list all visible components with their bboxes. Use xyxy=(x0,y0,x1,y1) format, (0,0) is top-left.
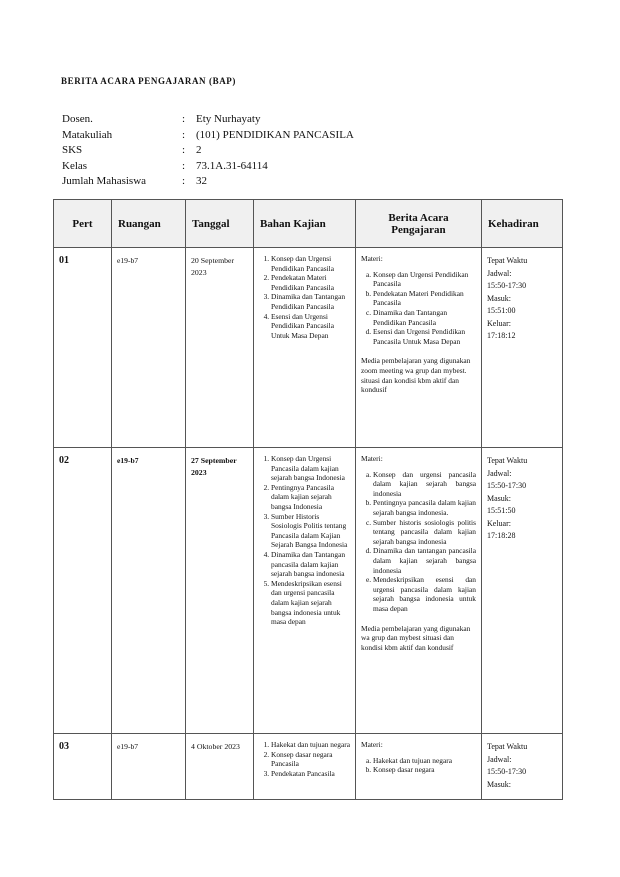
header-berita-acara: Berita Acara Pengajaran xyxy=(356,200,482,248)
hadir-masuk: 15:51:00 xyxy=(487,306,516,315)
header-bahan-kajian: Bahan Kajian xyxy=(254,200,356,248)
info-colon: : xyxy=(182,144,186,157)
list-item: 3. Pendekatan Pancasila xyxy=(271,769,350,779)
cell-bahan-kajian xyxy=(254,448,356,734)
table-row xyxy=(54,248,563,448)
cell-pert: 01 xyxy=(54,248,112,448)
hadir-masuk-label: Masuk: xyxy=(487,779,511,789)
cell-bahan-kajian xyxy=(254,248,356,448)
list-item: 2. Pentingnya Pancasila dalam kajian sejarah bangsa Indonesia xyxy=(271,483,350,512)
cell-tanggal: 27 September 2023 xyxy=(186,448,254,734)
list-item: a. Konsep dan urgensi pancasila dalam kajian sejarah bangsa indonesia xyxy=(373,470,476,499)
list-item: c. Sumber historis sosiologis politis tentang pancasila dalam kajian sejarah bangsa indonesia xyxy=(373,518,476,547)
hadir-jadwal-label: Jadwal: xyxy=(487,268,512,278)
table-row xyxy=(54,734,563,800)
cell-ruangan: e19-b7 xyxy=(112,734,186,800)
list-item: a. Konsep dan Urgensi Pendidikan Pancasila xyxy=(373,270,476,289)
hadir-jadwal-label: Jadwal: xyxy=(487,468,512,478)
materi-label: Materi: xyxy=(361,454,383,463)
hadir-jadwal: 15:50-17:30 xyxy=(487,767,527,776)
list-item: 3. Dinamika dan Tantangan Pendidikan Pancasila xyxy=(271,292,350,311)
cell-ruangan: e19-b7 xyxy=(112,448,186,734)
info-colon: : xyxy=(182,113,186,125)
list-item: 1. Konsep dan Urgensi Pancasila dalam kajian sejarah bangsa Indonesia xyxy=(271,454,350,483)
media-note: Media pembelajaran yang digunakan zoom meeting wa grup dan mybest. situasi dan kondisi kbm aktif dan kondusif xyxy=(361,356,471,395)
cell-tanggal: 4 Oktober 2023 xyxy=(186,734,254,800)
list-item: d. Esensi dan Urgensi Pendidikan Pancasila Untuk Masa Depan xyxy=(373,327,476,346)
info-label: Jumlah Mahasiswa xyxy=(62,175,147,188)
list-item: a. Hakekat dan tujuan negara xyxy=(373,756,476,766)
info-label: Kelas xyxy=(62,159,88,172)
cell-tanggal: 20 September 2023 xyxy=(186,248,254,448)
materi-label: Materi: xyxy=(361,254,383,263)
header-tanggal: Tanggal xyxy=(186,200,254,248)
info-value: (101) PENDIDIKAN PANCASILA xyxy=(196,128,354,141)
hadir-masuk-label: Masuk: xyxy=(487,493,511,503)
info-colon: : xyxy=(182,128,186,141)
cell-pert: 02 xyxy=(54,448,112,734)
info-row-sks xyxy=(62,143,354,159)
hadir-masuk: 15:51:50 xyxy=(487,506,516,515)
media-note: Media pembelajaran yang digunakan wa grup dan mybest situasi dan kondisi kbm aktif dan kondusif xyxy=(361,623,471,652)
hadir-status: Tepat Waktu xyxy=(487,256,528,265)
list-item: 4. Dinamika dan Tantangan pancasila dalam kajian sejarah bangsa indonesia xyxy=(271,550,350,579)
info-value: 73.1A.31-64114 xyxy=(196,159,268,172)
table-row xyxy=(54,448,563,734)
hadir-keluar: 17:18:12 xyxy=(487,331,516,340)
hadir-status: Tepat Waktu xyxy=(487,742,528,751)
cell-bahan-kajian xyxy=(254,734,356,800)
hadir-keluar: 17:18:28 xyxy=(487,531,516,540)
list-item: 2. Konsep dasar negara Pancasila xyxy=(271,750,350,769)
cell-berita-acara xyxy=(356,734,482,800)
list-item: d. Dinamika dan tantangan pancasila dalam kajian sejarah bangsa indonesia xyxy=(373,546,476,575)
info-value: Ety Nurhayaty xyxy=(196,113,261,125)
list-item: b. Pentingnya pancasila dalam kajian sejarah bangsa indonesia. xyxy=(373,498,476,517)
materi-label: Materi: xyxy=(361,740,383,749)
document-title: BERITA ACARA PENGAJARAN (BAP) xyxy=(61,76,236,86)
hadir-keluar-label: Keluar: xyxy=(487,318,511,328)
cell-ruangan: e19-b7 xyxy=(112,248,186,448)
list-item: c. Dinamika dan Tantangan Pendidikan Pancasila xyxy=(373,308,476,327)
table-header-row xyxy=(54,200,563,248)
list-item: 2. Pendekatan Materi Pendidikan Pancasila xyxy=(271,273,350,292)
info-row-matakuliah xyxy=(62,128,354,144)
info-label: SKS xyxy=(62,144,83,157)
bap-table xyxy=(53,199,563,800)
list-item: 1. Hakekat dan tujuan negara xyxy=(271,740,350,750)
info-row-jumlah-mahasiswa xyxy=(62,174,354,190)
list-item: 5. Mendeskripsikan esensi dan urgensi pancasila dalam kajian sejarah bangsa indonesia untuk masa depan xyxy=(271,579,350,627)
hadir-keluar-label: Keluar: xyxy=(487,518,511,528)
header-kehadiran: Kehadiran xyxy=(482,200,563,248)
info-colon: : xyxy=(182,175,186,188)
list-item: 4. Esensi dan Urgensi Pendidikan Pancasila Untuk Masa Depan xyxy=(271,312,350,341)
list-item: e. Mendeskripsikan esensi dan urgensi pancasila dalam kajian sejarah bangsa indonesia untuk masa depan xyxy=(373,575,476,613)
info-value: 2 xyxy=(196,144,202,157)
cell-pert: 03 xyxy=(54,734,112,800)
course-info xyxy=(62,112,354,190)
cell-kehadiran xyxy=(482,248,563,448)
hadir-jadwal-label: Jadwal: xyxy=(487,754,512,764)
hadir-jadwal: 15:50-17:30 xyxy=(487,481,527,490)
info-label: Matakuliah xyxy=(62,128,113,141)
hadir-masuk-label: Masuk: xyxy=(487,293,511,303)
header-ruangan: Ruangan xyxy=(112,200,186,248)
info-row-dosen xyxy=(62,112,354,128)
info-colon: : xyxy=(182,159,186,172)
cell-kehadiran xyxy=(482,734,563,800)
info-value: 32 xyxy=(196,175,207,188)
cell-berita-acara xyxy=(356,248,482,448)
info-row-kelas xyxy=(62,159,354,175)
list-item: b. Pendekatan Materi Pendidikan Pancasila xyxy=(373,289,476,308)
info-label: Dosen. xyxy=(62,113,93,125)
hadir-status: Tepat Waktu xyxy=(487,456,528,465)
list-item: b. Konsep dasar negara xyxy=(373,765,476,775)
hadir-jadwal: 15:50-17:30 xyxy=(487,281,527,290)
list-item: 3. Sumber Historis Sosiologis Politis tentang Pancasila dalam Kajian Sejarah Bangsa Indonesia xyxy=(271,512,350,550)
header-pert: Pert xyxy=(54,200,112,248)
cell-kehadiran xyxy=(482,448,563,734)
list-item: 1. Konsep dan Urgensi Pendidikan Pancasila xyxy=(271,254,350,273)
cell-berita-acara xyxy=(356,448,482,734)
